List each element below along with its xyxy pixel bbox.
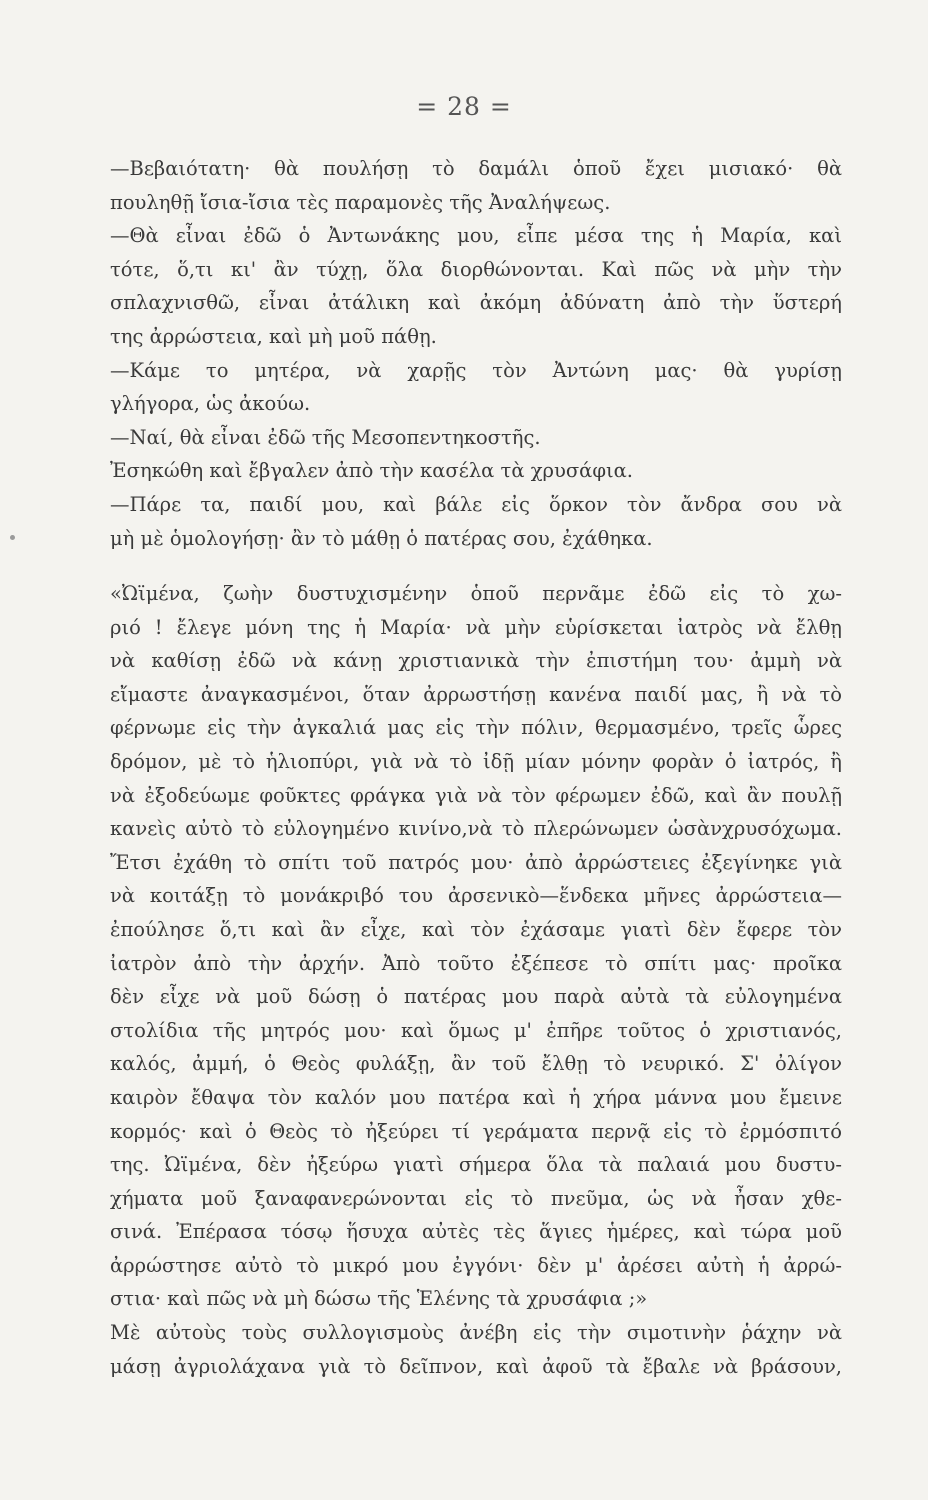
- text-line: στια· καὶ πῶς νὰ μὴ δώσω τῆς Ἑλένης τὰ χρυσάφια ;»: [110, 1287, 648, 1311]
- text-line: γλήγορα, ὡς ἀκούω.: [110, 392, 311, 416]
- text-line: εἴμαστε ἀναγκασμένοι, ὅταν ἀρρωστήσῃ κανένα παιδί μας, ἢ νὰ τὸ: [110, 682, 842, 706]
- text-line: σπλαχνισθῶ, εἶναι ἀτάλικη καὶ ἀκόμη ἀδύνατη ἀπὸ τὴν ὕστερή: [110, 291, 842, 315]
- text-line: ἀρρώστησε αὐτὸ τὸ μικρό μου ἐγγόνι· δὲν μ' ἀρέσει αὐτὴ ἡ ἀρρώ-: [110, 1253, 842, 1277]
- text-line: νὰ καθίσῃ ἐδῶ νὰ κάνῃ χριστιανικὰ τὴν ἐπιστήμη του· ἀμμὴ νὰ: [110, 649, 842, 673]
- text-line: φέρνωμε εἰς τὴν ἀγκαλιά μας εἰς τὴν πόλιν, θερμασμένο, τρεῖς ὧρες: [110, 716, 842, 740]
- text-line: νὰ ἐξοδεύωμε φοῦκτες φράγκα γιὰ νὰ τὸν φέρωμεν ἐδῶ, καὶ ἂν πουλῇ: [110, 783, 842, 807]
- text-line: σινά. Ἐπέρασα τόσῳ ἥσυχα αὐτὲς τὲς ἅγιες ἡμέρες, καὶ τώρα μοῦ: [110, 1220, 842, 1244]
- text-line: πουληθῇ ἴσια-ἴσια τὲς παραμονὲς τῆς Ἀναλήψεως.: [110, 190, 611, 214]
- text-line: κορμός· καὶ ὁ Θεὸς τὸ ἠξεύρει τί γεράματα περνᾷ εἰς τὸ ἐρμόσπιτό: [110, 1119, 842, 1143]
- text-line: —Πάρε τα, παιδί μου, καὶ βάλε εἰς ὅρκον τὸν ἄνδρα σου νὰ: [110, 492, 842, 516]
- text-line: «Ὠϊμένα, ζωὴν δυστυχισμένην ὁποῦ περνᾶμε ἐδῶ εἰς τὸ χω-: [110, 582, 842, 605]
- text-line: χήματα μοῦ ξαναφανερώνονται εἰς τὸ πνεῦμα, ὡς νὰ ἦσαν χθε-: [110, 1186, 842, 1210]
- text-line: ριό ! ἔλεγε μόνη της ἡ Μαρία· νὰ μὴν εὑρίσκεται ἰατρὸς νὰ ἔλθῃ: [110, 615, 842, 639]
- text-line: Ἔτσι ἐχάθη τὸ σπίτι τοῦ πατρός μου· ἀπὸ ἀρρώστειες ἐξεγίνηκε γιὰ: [110, 850, 842, 874]
- text-line: δρόμον, μὲ τὸ ἡλιοπύρι, γιὰ νὰ τὸ ἰδῇ μίαν μόνην φορὰν ὁ ἰατρός, ἢ: [110, 749, 842, 773]
- text-line: μάσῃ ἀγριολάχανα γιὰ τὸ δεῖπνον, καὶ ἀφοῦ τὰ ἔβαλε νὰ βράσουν,: [110, 1354, 842, 1378]
- text-line: τότε, ὅ,τι κι' ἂν τύχῃ, ὅλα διορθώνονται. Καὶ πῶς νὰ μὴν τὴν: [110, 257, 842, 281]
- page-number: = 28 =: [416, 92, 512, 121]
- text-line: Μὲ αὐτοὺς τοὺς συλλογισμοὺς ἀνέβη εἰς τὴν σιμοτινὴν ῥάχην νὰ: [110, 1321, 842, 1345]
- text-line: στολίδια τῆς μητρός μου· καὶ ὅμως μ' ἐπῆρε τοῦτος ὁ χριστιανός,: [110, 1018, 842, 1042]
- text-line: της ἀρρώστεια, καὶ μὴ μοῦ πάθῃ.: [110, 324, 437, 348]
- text-line: —Θὰ εἶναι ἐδῶ ὁ Ἀντωνάκης μου, εἶπε μέσα της ἡ Μαρία, καὶ: [110, 224, 842, 248]
- text-block-dialogue: [110, 152, 842, 555]
- text-line: —Ναί, θὰ εἶναι ἐδῶ τῆς Μεσοπεντηκοστῆς.: [110, 425, 541, 449]
- text-line: μὴ μὲ ὁμολογήσῃ· ἂν τὸ μάθῃ ὁ πατέρας σου, ἐχάθηκα.: [110, 526, 653, 550]
- text-block-monologue: [110, 577, 842, 1383]
- text-line: κανεὶς αὐτὸ τὸ εὐλογημένο κινίνο,νὰ τὸ πλερώνωμεν ὡσὰνχρυσόχωμα.: [110, 817, 842, 841]
- text-line: —Κάμε το μητέρα, νὰ χαρῇς τὸν Ἀντώνη μας· θὰ γυρίσῃ: [110, 358, 842, 382]
- text-line: ἐπούλησε ὅ,τι καὶ ἂν εἶχε, καὶ τὸν ἐχάσαμε γιατὶ δὲν ἔφερε τὸν: [110, 917, 842, 941]
- text-line: καλός, ἀμμή, ὁ Θεὸς φυλάξῃ, ἂν τοῦ ἔλθῃ τὸ νευρικό. Σ' ὀλίγον: [110, 1052, 842, 1076]
- text-line: —Βεβαιότατη· θὰ πουλήσῃ τὸ δαμάλι ὁποῦ ἔχει μισιακό· θὰ: [110, 157, 842, 180]
- text-line: της. Ὠϊμένα, δὲν ἠξεύρω γιατὶ σήμερα ὅλα τὰ παλαιά μου δυστυ-: [110, 1153, 842, 1177]
- text-line: ἰατρὸν ἀπὸ τὴν ἀρχήν. Ἀπὸ τοῦτο ἐξέπεσε τὸ σπίτι μας· προῖκα: [110, 951, 842, 975]
- text-line: νὰ κοιτάξῃ τὸ μονάκριβό του ἀρσενικὸ—ἕνδεκα μῆνες ἀρρώστεια—: [110, 884, 842, 908]
- text-line: καιρὸν ἔθαψα τὸν καλόν μου πατέρα καὶ ἡ χήρα μάννα μου ἔμεινε: [110, 1085, 842, 1109]
- text-line: Ἐσηκώθη καὶ ἔβγαλεν ἀπὸ τὴν κασέλα τὰ χρυσάφια.: [110, 459, 633, 483]
- text-line: δὲν εἶχε νὰ μοῦ δώσῃ ὁ πατέρας μου παρὰ αὐτὰ τὰ εὐλογημένα: [110, 985, 842, 1009]
- margin-dot: [10, 535, 15, 540]
